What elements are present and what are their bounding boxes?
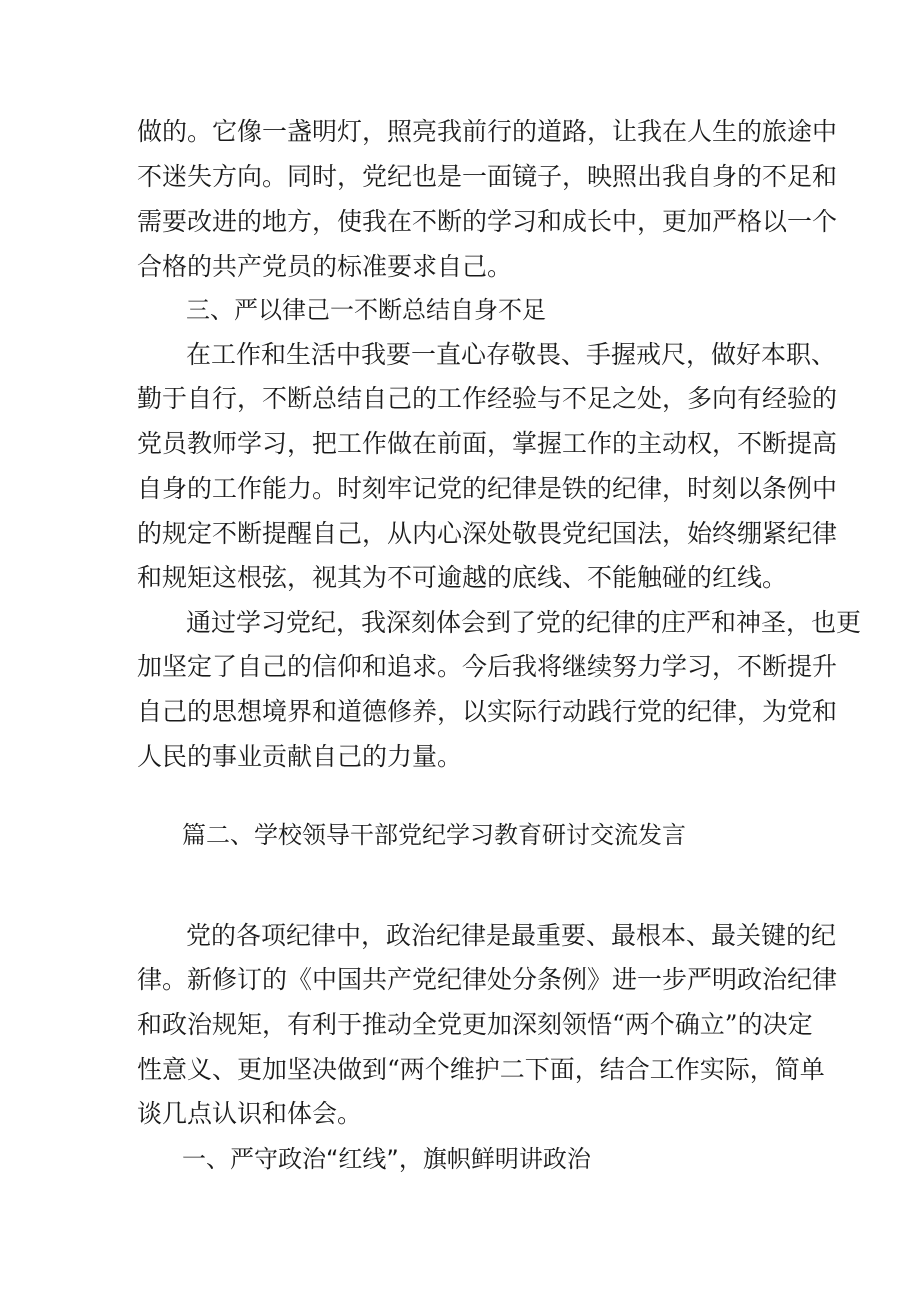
paragraph-line: 性意义、更加坚决做到“两个维护二下面，结合工作实际，简单: [137, 1055, 825, 1084]
paragraph-line: 人民的事业贡献自己的力量。: [137, 742, 463, 771]
section-heading: 一、严守政治“红线”，旗帜鲜明讲政治: [182, 1145, 591, 1173]
paragraph-line: 需要改进的地方，使我在不断的学习和成长中，更加严格以一个: [137, 207, 838, 236]
paragraph-line: 和规矩这根弦，视其为不可逾越的底线、不能触碰的红线。: [137, 563, 788, 592]
paragraph-line: 律。新修订的《中国共产党纪律处分条例》进一步严明政治纪律: [137, 965, 838, 994]
paragraph-line: 的规定不断提醒自己，从内心深处敬畏党纪国法，始终绷紧纪律: [137, 519, 838, 548]
paragraph-line: 加坚定了自己的信仰和追求。今后我将继续努力学习，不断提升: [137, 652, 838, 681]
paragraph-line: 党员教师学习，把工作做在前面，掌握工作的主动权，不断提高: [137, 429, 838, 458]
paragraph-line: 勤于自行，不断总结自己的工作经验与不足之处，多向有经验的: [137, 384, 838, 413]
paragraph-line: 自己的思想境界和道德修养，以实际行动践行党的纪律，为党和: [137, 697, 838, 726]
article-title: 篇二、学校领导干部党纪学习教育研讨交流发言: [182, 821, 686, 849]
paragraph-line: 党的各项纪律中，政治纪律是最重要、最根本、最关键的纪: [186, 921, 837, 950]
paragraph-line: 合格的共产党员的标准要求自己。: [137, 252, 513, 281]
paragraph-line: 做的。它像一盏明灯，照亮我前行的道路，让我在人生的旅途中: [137, 117, 838, 146]
paragraph-line: 通过学习党纪，我深刻体会到了党的纪律的庄严和神圣，也更: [186, 608, 862, 637]
paragraph-line: 谈几点认识和体会。: [137, 1099, 363, 1128]
paragraph-line: 自身的工作能力。时刻牢记党的纪律是铁的纪律，时刻以条例中: [137, 474, 838, 503]
paragraph-line: 和政治规矩，有利于推动全党更加深刻领悟“两个确立”的决定: [137, 1010, 813, 1039]
paragraph-line: 在工作和生活中我要一直心存敬畏、手握戒尺，做好本职、: [186, 340, 837, 369]
section-heading: 三、严以律己一不断总结自身不足: [186, 296, 546, 324]
paragraph-line: 不迷失方向。同时，党纪也是一面镜子，映照出我自身的不足和: [137, 162, 838, 191]
